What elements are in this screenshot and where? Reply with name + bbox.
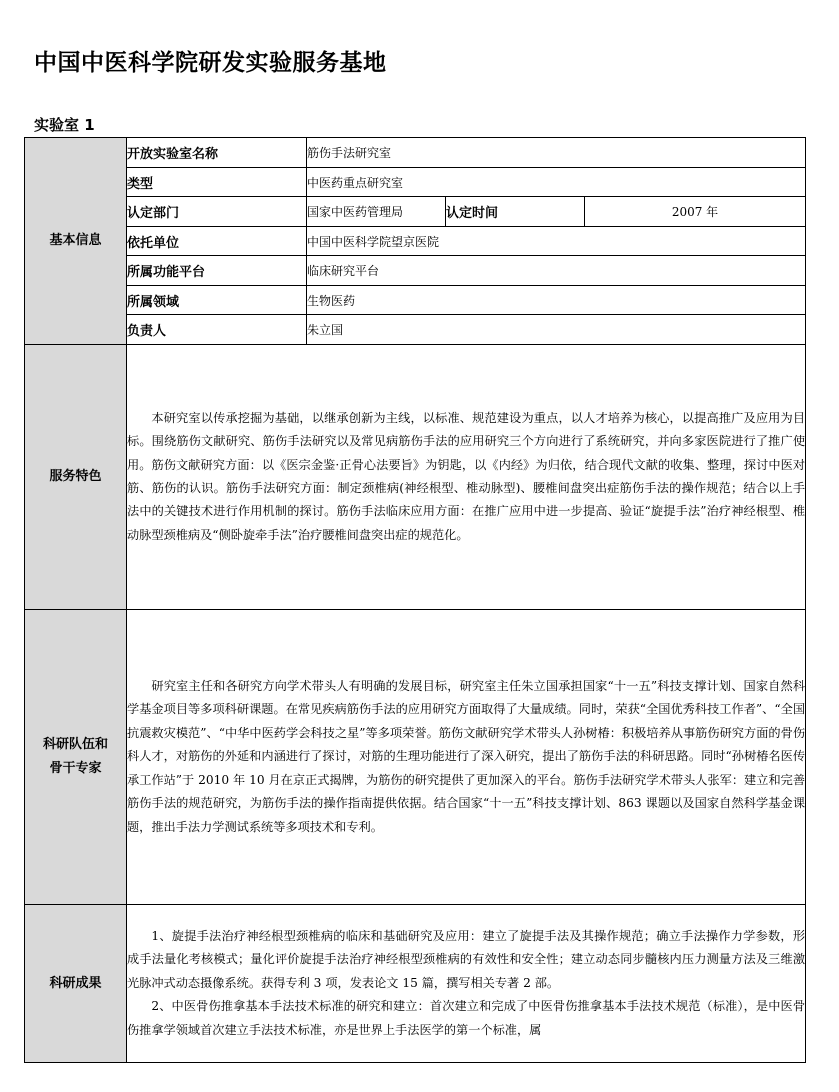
team-label-line2: 骨干专家 xyxy=(49,761,102,776)
unit-value: 中国中医科学院望京医院 xyxy=(307,227,806,256)
team-label-line1: 科研队伍和 xyxy=(42,737,108,752)
achievements-cell xyxy=(127,905,806,1063)
row-unit xyxy=(25,227,806,256)
name-label: 开放实验室名称 xyxy=(127,138,307,168)
time-value: 2007 年 xyxy=(585,197,806,227)
row-platform xyxy=(25,256,806,286)
field-label: 所属领域 xyxy=(127,286,307,315)
achievement-item: 2、中医骨伤推拿基本手法技术标准的研究和建立：首次建立和完成了中医骨伤推拿基本手法技术规范（标准），是中医骨伤推拿学领域首次建立手法技术标准，亦是世界上手法医学的第一个标准，属 xyxy=(127,999,806,1037)
dept-label: 认定部门 xyxy=(127,197,307,227)
time-label: 认定时间 xyxy=(446,197,585,227)
achievement-item: 1、旋提手法治疗神经根型颈椎病的临床和基础研究及应用：建立了旋提手法及其操作规范；确立手法操作力学参数，形成手法量化考核模式；量化评价旋提手法治疗神经根型颈椎病的有效性和安全性；建立动态同步髓核内压力测量方法及三维激光脉冲式动态摄像系统。获得专利 3 项，发表论文 15 篇，撰写相关专著 2 部。 xyxy=(127,928,806,990)
basic-info-label: 基本信息 xyxy=(25,138,127,345)
type-value: 中医药重点研究室 xyxy=(307,168,806,197)
lab-info-table xyxy=(24,137,806,1063)
service-cell xyxy=(127,345,806,610)
page-title: 中国中医科学院研发实验服务基地 xyxy=(34,50,387,76)
dept-value: 国家中医药管理局 xyxy=(307,197,446,227)
row-team xyxy=(25,610,806,905)
type-label: 类型 xyxy=(127,168,307,197)
field-value: 生物医药 xyxy=(307,286,806,315)
leader-label: 负责人 xyxy=(127,315,307,345)
platform-value: 临床研究平台 xyxy=(307,256,806,286)
service-label: 服务特色 xyxy=(25,345,127,610)
row-service xyxy=(25,345,806,610)
team-cell xyxy=(127,610,806,905)
achievements-label: 科研成果 xyxy=(25,905,127,1063)
row-name xyxy=(25,138,806,168)
row-field xyxy=(25,286,806,315)
platform-label: 所属功能平台 xyxy=(127,256,307,286)
row-leader xyxy=(25,315,806,345)
service-text: 本研究室以传承挖掘为基础，以继承创新为主线，以标准、规范建设为重点，以人才培养为核心，以提高推广及应用为目标。围绕筋伤文献研究、筋伤手法研究以及常见病筋伤手法的应用研究三个方向进行了系统研究，并向多家医院进行了推广使用。筋伤文献研究方面：以《医宗金鉴·正骨心法要旨》为钥匙，以《内经》为归依，结合现代文献的收集、整理，探讨中医对筋、筋伤的认识。筋伤手法研究方面：制定颈椎病(神经根型、椎动脉型)、腰椎间盘突出症筋伤手法的操作规范；结合以上手法中的关键技术进行作用机制的探讨。筋伤手法临床应用方面：在推广应用中进一步提高、验证“旋提手法”治疗神经根型、椎动脉型颈椎病及“侧卧旋牵手法”治疗腰椎间盘突出症的规范化。 xyxy=(127,410,806,542)
team-text: 研究室主任和各研究方向学术带头人有明确的发展目标，研究室主任朱立国承担国家“十一五”科技支撑计划、国家自然科学基金项目等多项科研课题。在常见疾病筋伤手法的应用研究方面取得了大量成绩。同时，荣获“全国优秀科技工作者”、“全国抗震救灾模范”、“中华中医药学会科技之星”等多项荣誉。筋伤文献研究学术带头人孙树椿：积极培养从事筋伤研究方面的骨伤科人才，对筋伤的外延和内涵进行了探讨，对筋的生理功能进行了深入研究，提出了筋伤手法的科研思路。同时“孙树椿名医传承工作站”于 2010 年 10 月在京正式揭牌，为筋伤的研究提供了更加深入的平台。筋伤手法研究学术带头人张军：建立和完善筋伤手法的规范研究，为筋伤手法的操作指南提供依据。结合国家“十一五”科技支撑计划、863 课题以及国家自然科学基金课题，推出手法力学测试系统等多项技术和专利。 xyxy=(127,679,806,834)
name-value: 筋伤手法研究室 xyxy=(307,138,806,168)
team-label xyxy=(25,610,127,905)
lab-heading: 实验室 1 xyxy=(34,116,95,134)
row-achievements xyxy=(25,905,806,1063)
leader-value: 朱立国 xyxy=(307,315,806,345)
unit-label: 依托单位 xyxy=(127,227,307,256)
row-type xyxy=(25,168,806,197)
row-dept xyxy=(25,197,806,227)
